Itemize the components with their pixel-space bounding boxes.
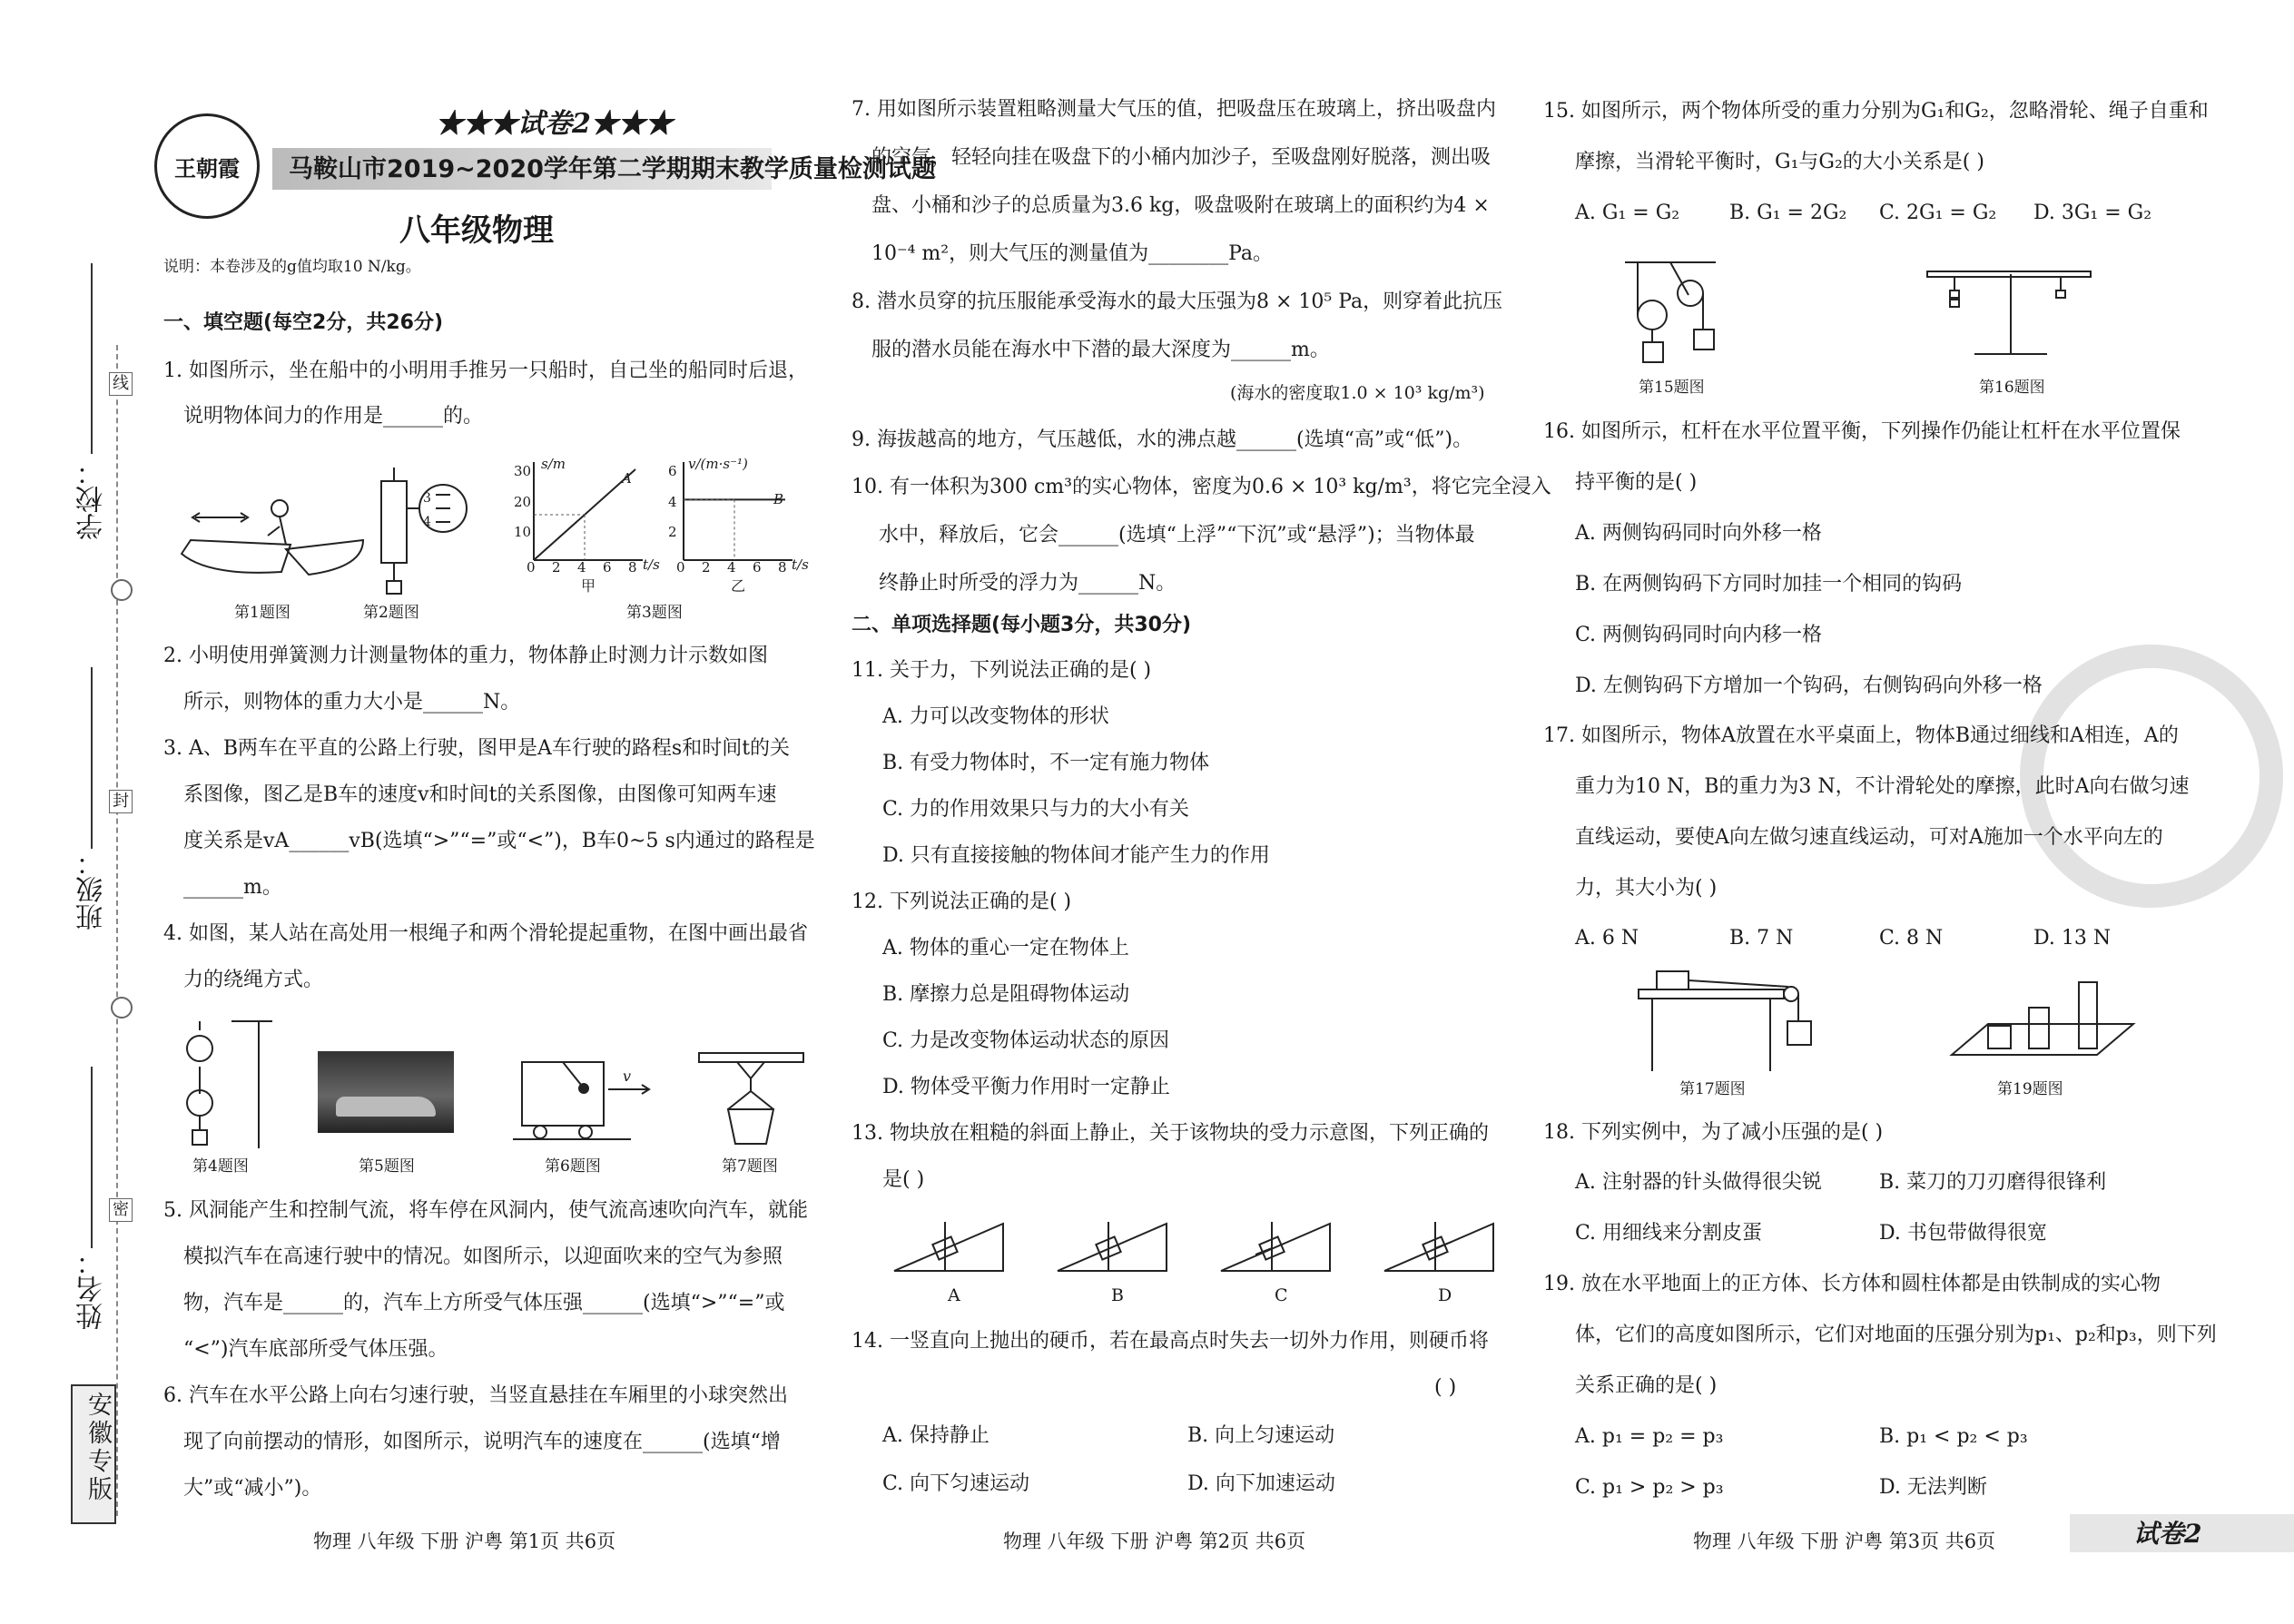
q14-option-c[interactable]: C. 向下匀速运动 bbox=[882, 1472, 1030, 1495]
q13-label-a: A bbox=[948, 1285, 960, 1305]
q12-option-c[interactable]: C. 力是改变物体运动状态的原因 bbox=[882, 1029, 1170, 1052]
region-badge bbox=[71, 1384, 116, 1524]
q8-line1: 8. 潜水员穿的抗压服能承受海水的最大压强为8 × 10⁵ Pa，则穿着此抗压 bbox=[852, 290, 1503, 313]
q15-option-d[interactable]: D. 3G₁ = G₂ bbox=[2033, 202, 2152, 224]
graph-a-xtick: 4 bbox=[577, 559, 586, 576]
q5-line3: 物，汽车是______的，汽车上方所受气体压强______(选填“>”“=”或 bbox=[183, 1292, 785, 1314]
q13-option-a-figure[interactable] bbox=[894, 1215, 1012, 1278]
q19-option-d[interactable]: D. 无法判断 bbox=[1879, 1476, 1987, 1499]
q2-line2: 所示，则物体的重力大小是______N。 bbox=[183, 691, 521, 714]
q17-stem-line1: 17. 如图所示，物体A放置在水平桌面上，物体B通过细线和A相连，A的 bbox=[1543, 724, 2179, 747]
q16-option-d[interactable]: D. 左侧钩码下方增加一个钩码，右侧钩码向外移一格 bbox=[1575, 674, 2043, 697]
figure-15-caption: 第15题图 bbox=[1639, 379, 1705, 397]
logo-text: 王朝霞 bbox=[174, 154, 240, 182]
q12-option-a[interactable]: A. 物体的重心一定在物体上 bbox=[882, 937, 1129, 960]
q13-option-b-figure[interactable] bbox=[1058, 1215, 1176, 1278]
spring-tick-3: 3 bbox=[423, 491, 431, 506]
q16-option-c[interactable]: C. 两侧钩码同时向内移一格 bbox=[1575, 624, 1823, 646]
q19-option-a[interactable]: A. p₁ = p₂ = p₃ bbox=[1575, 1425, 1724, 1448]
q9-line1: 9. 海拔越高的地方，气压越低，水的沸点越______(选填“高”或“低”)。 bbox=[852, 428, 1473, 451]
q16-option-b[interactable]: B. 在两侧钩码下方同时加挂一个相同的钩码 bbox=[1575, 573, 1963, 595]
graph-b-ytick: 2 bbox=[668, 524, 677, 540]
q14-option-a[interactable]: A. 保持静止 bbox=[882, 1424, 989, 1447]
q7-line3: 盘、小桶和沙子的总质量为3.6 kg，吸盘吸附在玻璃上的面积约为4 × bbox=[871, 194, 1490, 217]
figure-6-carriage bbox=[513, 1048, 658, 1148]
graph-b-xtick: 0 bbox=[676, 559, 685, 576]
figure-16-lever bbox=[1920, 259, 2102, 368]
graph-a-xtick: 8 bbox=[628, 559, 637, 576]
figure-4-pulleys bbox=[182, 1021, 281, 1148]
q16-stem-line1: 16. 如图所示，杠杆在水平位置平衡，下列操作仍能让杠杆在水平位置保 bbox=[1543, 420, 2181, 443]
q4-line2: 力的绕绳方式。 bbox=[183, 969, 324, 991]
q14-option-b[interactable]: B. 向上匀速运动 bbox=[1187, 1424, 1335, 1447]
q11-option-b[interactable]: B. 有受力物体时，不一定有施力物体 bbox=[882, 752, 1210, 774]
q17-stem-line3: 直线运动，要使A向左做匀速直线运动，可对A施加一个水平向左的 bbox=[1575, 826, 2163, 849]
graph-b-xtick: 6 bbox=[753, 559, 762, 576]
subject-title: 八年级物理 bbox=[399, 212, 554, 249]
q19-option-c[interactable]: C. p₁ > p₂ > p₃ bbox=[1575, 1476, 1724, 1499]
figure-4-caption: 第4题图 bbox=[192, 1157, 249, 1176]
figure-7-suction-cup bbox=[699, 1053, 817, 1153]
exam-title: 马鞍山市2019~2020学年第二学期期末教学质量检测试题 bbox=[289, 155, 936, 183]
q13-label-b: B bbox=[1111, 1285, 1124, 1305]
q3-line1: 3. A、B两车在平直的公路上行驶，图甲是A车行驶的路程s和时间t的关 bbox=[163, 737, 791, 760]
q12-stem: 12. 下列说法正确的是( ) bbox=[852, 891, 1072, 913]
q18-option-a[interactable]: A. 注射器的针头做得很尖锐 bbox=[1575, 1171, 1822, 1194]
q7-line4: 10⁻⁴ m²，则大气压的测量值为________Pa。 bbox=[871, 242, 1274, 265]
figure-2-caption: 第2题图 bbox=[363, 604, 419, 622]
q17-option-a[interactable]: A. 6 N bbox=[1575, 927, 1639, 950]
section-2-title: 二、单项选择题(每小题3分，共30分) bbox=[852, 614, 1192, 636]
q11-option-c[interactable]: C. 力的作用效果只与力的大小有关 bbox=[882, 798, 1190, 821]
graph-a-xtick: 0 bbox=[527, 559, 536, 576]
q14-option-d[interactable]: D. 向下加速运动 bbox=[1187, 1472, 1335, 1495]
q1-line2: 说明物体间力的作用是______的。 bbox=[183, 405, 484, 428]
graph-a-ytick: 20 bbox=[514, 494, 532, 510]
graph-b-xtick: 8 bbox=[778, 559, 787, 576]
q18-option-c[interactable]: C. 用细线来分割皮蛋 bbox=[1575, 1222, 1763, 1245]
ornament-icon bbox=[111, 579, 133, 601]
page-1-footer: 物理 八年级 下册 沪粤 第1页 共6页 bbox=[313, 1530, 616, 1552]
velocity-label: v bbox=[623, 1068, 632, 1085]
ornament-icon bbox=[111, 997, 133, 1019]
q15-option-c[interactable]: C. 2G₁ = G₂ bbox=[1879, 202, 1997, 224]
q16-option-a[interactable]: A. 两侧钩码同时向外移一格 bbox=[1575, 522, 1822, 545]
figure-7-caption: 第7题图 bbox=[722, 1157, 778, 1176]
q6-line1: 6. 汽车在水平公路上向右匀速行驶，当竖直悬挂在车厢里的小球突然出 bbox=[163, 1384, 788, 1407]
q13-option-c-figure[interactable] bbox=[1221, 1215, 1339, 1278]
figure-15-pulleys bbox=[1625, 259, 1725, 368]
figure-16-caption: 第16题图 bbox=[1979, 379, 2045, 397]
q5-line1: 5. 风洞能产生和控制气流，将车停在风洞内，使气流高速吹向汽车，就能 bbox=[163, 1199, 808, 1222]
graph-a-ytick: 30 bbox=[514, 463, 532, 479]
q11-stem: 11. 关于力，下列说法正确的是( ) bbox=[852, 659, 1152, 682]
figure-19-solids bbox=[1943, 971, 2142, 1080]
logo bbox=[154, 113, 260, 219]
binding-dash-line bbox=[116, 345, 118, 1516]
graph-a-series-label: A bbox=[622, 470, 632, 487]
q3-line4: ______m。 bbox=[183, 876, 282, 899]
school-label: 学校： bbox=[76, 458, 108, 540]
q1-line1: 1. 如图所示，坐在船中的小明用手推另一只船时，自己坐的船同时后退， bbox=[163, 359, 808, 382]
note: 说明：本卷涉及的g值均取10 N/kg。 bbox=[163, 258, 421, 276]
q10-line3: 终静止时所受的浮力为______N。 bbox=[879, 572, 1177, 595]
figure-5-caption: 第5题图 bbox=[359, 1157, 415, 1176]
class-field[interactable] bbox=[91, 667, 93, 849]
graph-b-ylabel: v/(m·s⁻¹) bbox=[688, 456, 748, 472]
class-label: 班级： bbox=[76, 849, 108, 930]
graph-a-xlabel: t/s bbox=[643, 556, 660, 573]
q13-option-d-figure[interactable] bbox=[1384, 1215, 1502, 1278]
q5-line4: “<”)汽车底部所受气体压强。 bbox=[183, 1338, 448, 1361]
q5-line2: 模拟汽车在高速行驶中的情况。如图所示，以迎面吹来的空气为参照 bbox=[183, 1245, 783, 1268]
page-2-footer: 物理 八年级 下册 沪粤 第2页 共6页 bbox=[1003, 1530, 1306, 1552]
q4-line1: 4. 如图，某人站在高处用一根绳子和两个滑轮提起重物，在图中画出最省 bbox=[163, 922, 808, 945]
figure-6-caption: 第6题图 bbox=[545, 1157, 601, 1176]
q7-line2: 的空气，轻轻向挂在吸盘下的小桶内加沙子，至吸盘刚好脱落，测出吸 bbox=[871, 146, 1492, 169]
figure-3-caption: 第3题图 bbox=[626, 604, 683, 622]
q17-option-b[interactable]: B. 7 N bbox=[1729, 927, 1794, 950]
q19-option-b[interactable]: B. p₁ < p₂ < p₃ bbox=[1879, 1425, 2028, 1448]
q17-option-c[interactable]: C. 8 N bbox=[1879, 927, 1944, 950]
q8-line2: 服的潜水员能在海水中下潜的最大深度为______m。 bbox=[871, 339, 1330, 361]
graph-a-caption: 甲 bbox=[581, 577, 596, 595]
q19-stem-line3: 关系正确的是( ) bbox=[1575, 1374, 1718, 1397]
region-text: 安徽专版 bbox=[84, 1392, 112, 1504]
q13-stem-line1: 13. 物块放在粗糙的斜面上静止，关于该物块的受力示意图，下列正确的 bbox=[852, 1122, 1489, 1145]
q14-stem-line1: 14. 一竖直向上抛出的硬币，若在最高点时失去一切外力作用，则硬币将 bbox=[852, 1330, 1489, 1353]
q17-stem-line4: 力，其大小为( ) bbox=[1575, 877, 1718, 900]
paper-tag: ★★★试卷2★★★ bbox=[436, 108, 673, 140]
seal-char-feng: 封 bbox=[109, 790, 133, 813]
q12-option-b[interactable]: B. 摩擦力总是阻碍物体运动 bbox=[882, 983, 1130, 1006]
graph-b-caption: 乙 bbox=[731, 577, 746, 595]
q17-option-d[interactable]: D. 13 N bbox=[2033, 927, 2112, 950]
q6-line2: 现了向前摆动的情形，如图所示，说明汽车的速度在______(选填“增 bbox=[183, 1431, 781, 1453]
q13-label-d: D bbox=[1438, 1285, 1452, 1305]
section-1-title: 一、填空题(每空2分，共26分) bbox=[163, 311, 444, 334]
graph-a-xtick: 2 bbox=[552, 559, 561, 576]
q13-stem-line2: 是( ) bbox=[882, 1168, 925, 1191]
figure-19-caption: 第19题图 bbox=[1997, 1080, 2063, 1098]
q11-option-d[interactable]: D. 只有直接接触的物体间才能产生力的作用 bbox=[882, 844, 1270, 867]
q18-option-b[interactable]: B. 菜刀的刀刃磨得很锋利 bbox=[1879, 1171, 2107, 1194]
graph-b-ytick: 4 bbox=[668, 494, 677, 510]
q10-line2: 水中，释放后，它会______(选填“上浮”“下沉”或“悬浮”)；当物体最 bbox=[879, 524, 1475, 546]
graph-b-xlabel: t/s bbox=[792, 556, 809, 573]
q14-stem-line2: ( ) bbox=[1434, 1376, 1457, 1399]
seal-char-mi: 密 bbox=[109, 1198, 133, 1222]
name-field[interactable] bbox=[91, 1067, 93, 1248]
q2-line1: 2. 小明使用弹簧测力计测量物体的重力，物体静止时测力计示数如图 bbox=[163, 645, 768, 667]
q19-stem-line1: 19. 放在水平地面上的正方体、长方体和圆柱体都是由铁制成的实心物 bbox=[1543, 1273, 2161, 1295]
q19-stem-line2: 体，它们的高度如图所示，它们对地面的压强分别为p₁、p₂和p₃，则下列 bbox=[1575, 1324, 2217, 1346]
q10-line1: 10. 有一体积为300 cm³的实心物体，密度为0.6 × 10³ kg/m³，将它完全浸入 bbox=[852, 476, 1551, 498]
q15-stem-line2: 摩擦，当滑轮平衡时，G₁与G₂的大小关系是( ) bbox=[1575, 151, 1984, 173]
graph-b-series-label: B bbox=[773, 491, 784, 507]
q7-line1: 7. 用如图所示装置粗略测量大气压的值，把吸盘压在玻璃上，挤出吸盘内 bbox=[852, 98, 1496, 121]
car-shape bbox=[336, 1097, 436, 1117]
q8-note: (海水的密度取1.0 × 10³ kg/m³) bbox=[1230, 383, 1485, 403]
q15-option-a[interactable]: A. G₁ = G₂ bbox=[1575, 202, 1680, 224]
graph-b-ytick: 6 bbox=[668, 463, 677, 479]
graph-a-ylabel: s/m bbox=[541, 456, 566, 472]
figure-5-wind-tunnel-photo bbox=[318, 1051, 454, 1133]
q13-label-c: C bbox=[1275, 1285, 1288, 1305]
graph-b-xtick: 4 bbox=[727, 559, 736, 576]
q15-option-b[interactable]: B. G₁ = 2G₂ bbox=[1729, 202, 1847, 224]
q3-line3: 度关系是vA______vB(选填“>”“=”或“<”)，B车0~5 s内通过的路程是 bbox=[183, 830, 815, 852]
q12-option-d[interactable]: D. 物体受平衡力作用时一定静止 bbox=[882, 1076, 1170, 1098]
q15-stem-line1: 15. 如图所示，两个物体所受的重力分别为G₁和G₂，忽略滑轮、绳子自重和 bbox=[1543, 100, 2209, 123]
q16-stem-line2: 持平衡的是( ) bbox=[1575, 471, 1698, 494]
graph-a-ytick: 10 bbox=[514, 524, 532, 540]
graph-a-xtick: 6 bbox=[603, 559, 612, 576]
q17-stem-line2: 重力为10 N，B的重力为3 N，不计滑轮处的摩擦，此时A向右做匀速 bbox=[1575, 775, 2190, 798]
q18-option-d[interactable]: D. 书包带做得很宽 bbox=[1879, 1222, 2047, 1245]
q6-line3: 大”或“减小”)。 bbox=[183, 1477, 322, 1500]
figure-17-table-pulley bbox=[1639, 971, 1820, 1080]
figure-1-boats bbox=[172, 477, 354, 586]
spring-tick-4: 4 bbox=[423, 515, 431, 529]
q11-option-a[interactable]: A. 力可以改变物体的形状 bbox=[882, 705, 1109, 728]
figure-1-caption: 第1题图 bbox=[234, 604, 290, 622]
figure-17-caption: 第17题图 bbox=[1679, 1080, 1746, 1098]
footer-tag: 试卷2 bbox=[2133, 1519, 2202, 1549]
graph-b-xtick: 2 bbox=[702, 559, 711, 576]
q3-line2: 系图像，图乙是B车的速度v和时间t的关系图像，由图像可知两车速 bbox=[183, 783, 777, 806]
seal-char-xian: 线 bbox=[109, 372, 133, 396]
name-label: 姓名： bbox=[76, 1248, 108, 1330]
school-field[interactable] bbox=[91, 263, 93, 454]
page-3-footer: 物理 八年级 下册 沪粤 第3页 共6页 bbox=[1693, 1530, 1996, 1552]
figure-2-spring-scale bbox=[372, 468, 490, 595]
q18-stem: 18. 下列实例中，为了减小压强的是( ) bbox=[1543, 1121, 1884, 1144]
